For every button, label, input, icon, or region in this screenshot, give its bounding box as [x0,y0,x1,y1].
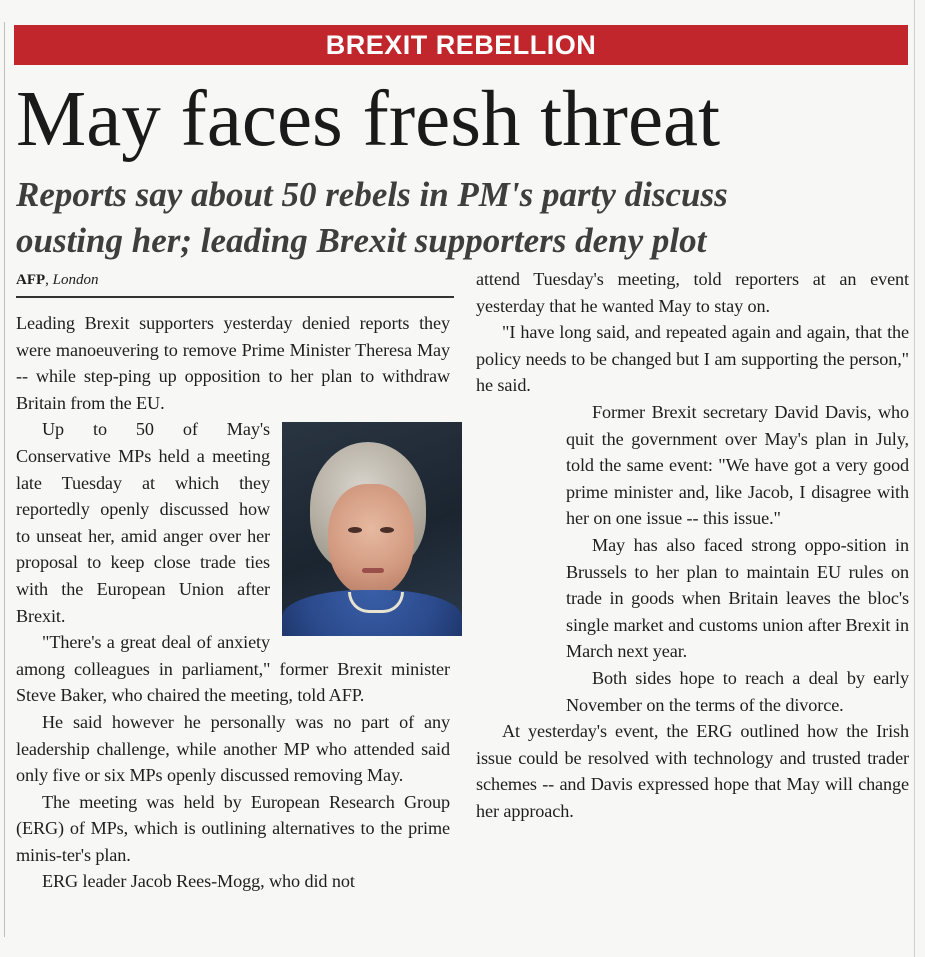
byline-divider [16,296,454,298]
subheadline-line-2: ousting her; leading Brexit supporters deny plot [16,221,707,260]
paragraph: "I have long said, and repeated again and again, that the policy needs to be changed but I am supporting the person," he said. [476,322,909,396]
photo-mouth [362,568,384,573]
section-kicker: BREXIT REBELLION [14,25,908,65]
paragraph: May has also faced strong oppo-sition in Brussels to her plan to maintain EU rules on trade in goods when Britain leaves the bloc's single market and customs union after Brexit in March next year. [566,534,909,662]
byline [16,270,99,290]
paragraph: Up to 50 of May's Conservative MPs held a meeting late Tuesday at which they reportedly openly discussed how to unseat her, amid anger over her proposal to keep close trade ties with the European Union after Brexit. [16,419,270,626]
byline-place: London [52,272,99,288]
right-edge-rule [914,0,915,957]
byline-agency: AFP [16,272,46,288]
paragraph: The meeting was held by European Research Group (ERG) of MPs, which is outlining alternatives to the prime minis-ter's plan. [16,791,450,865]
headline: May faces fresh threat [16,76,721,163]
left-edge-rule [4,22,5,937]
paragraph: He said however he personally was no part of any leadership challenge, while another MP who attended said only five or six MPs openly discussed removing May. [16,711,450,786]
byline-comma: , [45,272,53,288]
subheadline-line-1: Reports say about 50 rebels in PM's party discuss [16,175,728,214]
article-column-1 [16,310,450,895]
photo-theresa-may [282,422,462,636]
article-column-2 [476,266,909,824]
subheadline [16,172,910,264]
paragraph: Both sides hope to reach a deal by early November on the terms of the divorce. [566,667,909,715]
paragraph: Former Brexit secretary David Davis, who quit the government over May's plan in July, told the same event: "We have got a very good prime minister and, like Jacob, I disagree with her on one issue -- this issue." [566,401,909,529]
paragraph: attend Tuesday's meeting, told reporters at an event yesterday that he wanted May to stay on. [476,269,909,316]
paragraph: "There's a great deal of anxiety among colleagues in parliament," former Brexit minister Steve Baker, who chaired the meeting, told AFP. [16,632,450,706]
paragraph: ERG leader Jacob Rees-Mogg, who did not [42,871,355,892]
paragraph: Leading Brexit supporters yesterday denied reports they were manoeuvering to remove Prime Minister Theresa May -- while step-ping up opposition to her plan to withdraw Britain from the EU. [16,313,450,413]
paragraph: At yesterday's event, the ERG outlined how the Irish issue could be resolved with technology and trusted trader schemes -- and Davis expressed hope that May will change her approach. [476,721,909,821]
photo-face-shape [328,484,414,596]
photo-wrap-spacer [476,479,566,713]
